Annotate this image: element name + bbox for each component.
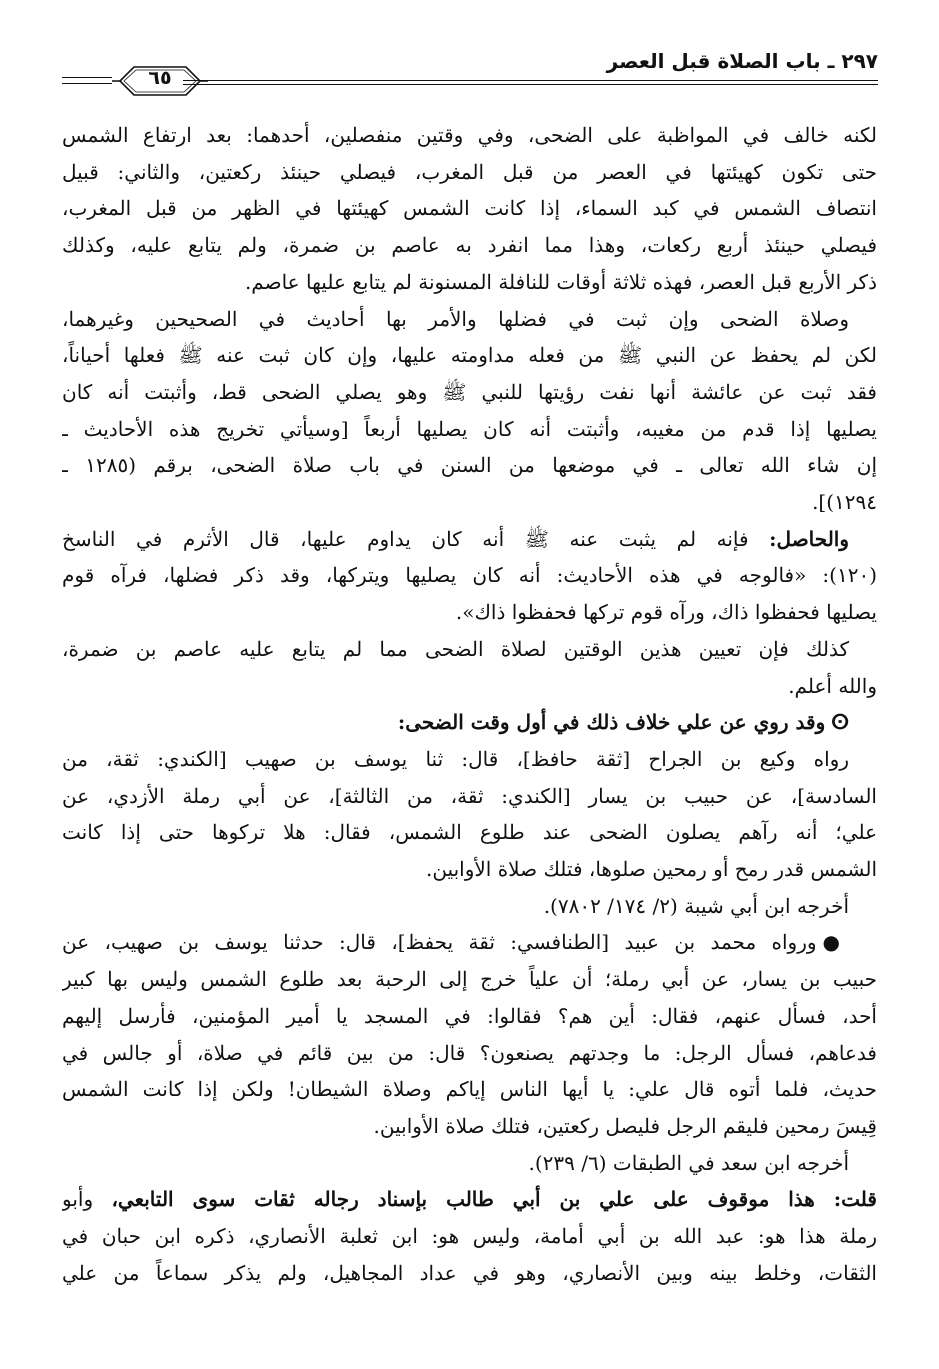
text-line: لكنه خالف في المواظبة على الضحى، وفي وقتين منفصلين، أحدهما: بعد ارتفاع الشمس [62, 123, 877, 147]
paragraph-1 [62, 117, 877, 301]
section-marker-icon: ⵙ [831, 710, 849, 735]
text-line: يصليها فحفظوا ذاك، ورآه قوم تركها فحفظوا ذاك». [455, 600, 877, 625]
text-run: وأبو [62, 1187, 112, 1212]
header-rule-thin [183, 84, 878, 85]
text-run: ورواه محمد بن عبيد [الطنافسي: ثقة يحفظ]، قال: حدثنا يوسف بن صهيب، عن [62, 930, 817, 955]
text-line [62, 521, 877, 558]
chapter-title: ٢٩٧ ـ باب الصلاة قبل العصر [606, 49, 878, 73]
text-line: لكن لم يحفظ عن النبي ﷺ من فعله مداومته عليها، وإن كان ثبت عنه ﷺ فعلها أحياناً، [62, 343, 877, 368]
text-line: رملة هذا هو: عبد الله بن أبي أمامة، وليس هو: ابن ثعلبة الأنصاري، ذكره ابن حبان في [62, 1224, 877, 1249]
text-line: فقد ثبت عن عائشة أنها نفت رؤيتها للنبي ﷺ وهو يصلي الضحى قط، وأثبتت أنه كان [62, 379, 877, 404]
text-line: فيصلي حينئذ أربع ركعات، وهذا مما انفرد به عاصم بن ضمرة، ولم يتابع عليه، وكذلك [62, 233, 877, 258]
text-line: يصليها إذا قدم من مغيبه، وأثبتت أنه كان يصليها أربعاً [وسيأتي تخريج هذه الأحاديث ـ [62, 416, 877, 441]
paragraph-4 [62, 631, 877, 704]
page-header [62, 38, 878, 102]
text-line: كذلك فإن تعيين هذين الوقتين لصلاة الضحى مما لم يتابع عليه عاصم بن ضمرة، [62, 636, 849, 661]
text-line: فدعاهم، فسأل الرجل: ما وجدتهم يصنعون؟ قال: من بين قائم في صلاة، أو جالس في [62, 1040, 877, 1065]
text-line: انتصاف الشمس في كبد السماء، إذا كانت الشمس كهيئتها في الظهر من قبل المغرب، [62, 196, 877, 221]
paragraph-5 [62, 741, 877, 888]
text-line: والله أعلم. [788, 673, 877, 698]
text-line: الثقات، وخلط بينه وبين الأنصاري، وهو في عداد المجاهيل، ولم يذكر سماعاً من علي [62, 1260, 877, 1285]
text-line: السادسة]، عن حبيب بن يسار [الكندي: ثقة، من الثالثة]، عن أبي رملة الأزدي، عن [62, 783, 877, 808]
heading-line [62, 704, 877, 741]
page-number-badge [112, 64, 208, 98]
text-line: وصلاة الضحى وإن ثبت في فضلها والأمر بها أحاديث في الصحيحين وغيرهما، [62, 306, 849, 331]
paragraph-2 [62, 301, 877, 521]
paragraph-7 [62, 924, 877, 1144]
text-line: ١٢٩٤)]. [812, 490, 877, 515]
main-text [62, 117, 877, 1292]
header-left-rule [62, 77, 112, 78]
text-line: أخرجه ابن أبي شيبة (٢/ ١٧٤/ ٧٨٠٢). [543, 893, 849, 918]
text-line [62, 1181, 877, 1218]
page-number: ٦٥ [148, 67, 172, 89]
text-line [62, 924, 877, 961]
text-line: الشمس قدر رمح أو رمحين صلوها، فتلك صلاة الأوابين. [425, 857, 877, 882]
heading-text: وقد روي عن علي خلاف ذلك في أول وقت الضحى: [397, 710, 826, 735]
paragraph-3 [62, 521, 877, 631]
paragraph-9 [62, 1181, 877, 1291]
text-line: أحد، فسأل عنهم، فقال: أين هم؟ فقالوا: في المسجد يا أمير المؤمنين، فأرسل إليهم [62, 1003, 877, 1028]
text-line: رواه وكيع بن الجراح [ثقة حافظ]، قال: ثنا يوسف بن صهيب [الكندي: ثقة، من [62, 746, 849, 771]
text-line: حبيب بن يسار، عن أبي رملة؛ أن علياً خرج إلى الرحبة بعد طلوع الشمس وليس بها كبير [62, 967, 877, 992]
text-line: أخرجه ابن سعد في الطبقات (٦/ ٢٣٩). [528, 1150, 849, 1175]
text-line: ذكر الأربع قبل العصر، فهذه ثلاثة أوقات للنافلة المسنونة لم يتابع عليها عاصم. [244, 269, 877, 294]
header-rule [183, 80, 878, 81]
header-left-rule-thin [62, 83, 112, 84]
section-heading [62, 704, 877, 741]
text-line: إن شاء الله تعالى ـ في موضعها من السنن في باب صلاة الضحى، برقم (١٢٨٥ ـ [62, 453, 877, 478]
text-line: علي؛ أنه رآهم يصلون الضحى عند طلوع الشمس، فقال: هلا تركوها حتى إذا كانت [62, 820, 877, 845]
bullet-icon: ● [822, 930, 850, 955]
text-line: قِيسَ رمحين فليقم الرجل فليصل ركعتين، فتلك صلاة الأوابين. [373, 1113, 877, 1138]
text-line: حتى تكون كهيئتها في العصر من قبل المغرب، فيصلي حينئذ ركعتين، والثاني: قبيل [62, 159, 877, 184]
paragraph-8 [62, 1145, 877, 1182]
text-line: (١٢٠): «فالوجه في هذه الأحاديث: أنه كان يصليها ويتركها، وقد ذكر فضلها، فرآه قوم [62, 563, 877, 588]
text-line: حديث، فلما أتوه قال علي: يا أيها الناس إياكم وصلاة الشيطان! ولكن إذا كانت الشمس [62, 1077, 877, 1102]
bold-lead: قلت: هذا موقوف على علي بن أبي طالب بإسناد رجاله ثقات سوى التابعي، [111, 1187, 877, 1212]
text-run: فإنه لم يثبت عنه ﷺ أنه كان يداوم عليها، قال الأثرم في الناسخ [62, 526, 770, 551]
bold-lead: والحاصل: [769, 526, 849, 551]
paragraph-6 [62, 888, 877, 925]
